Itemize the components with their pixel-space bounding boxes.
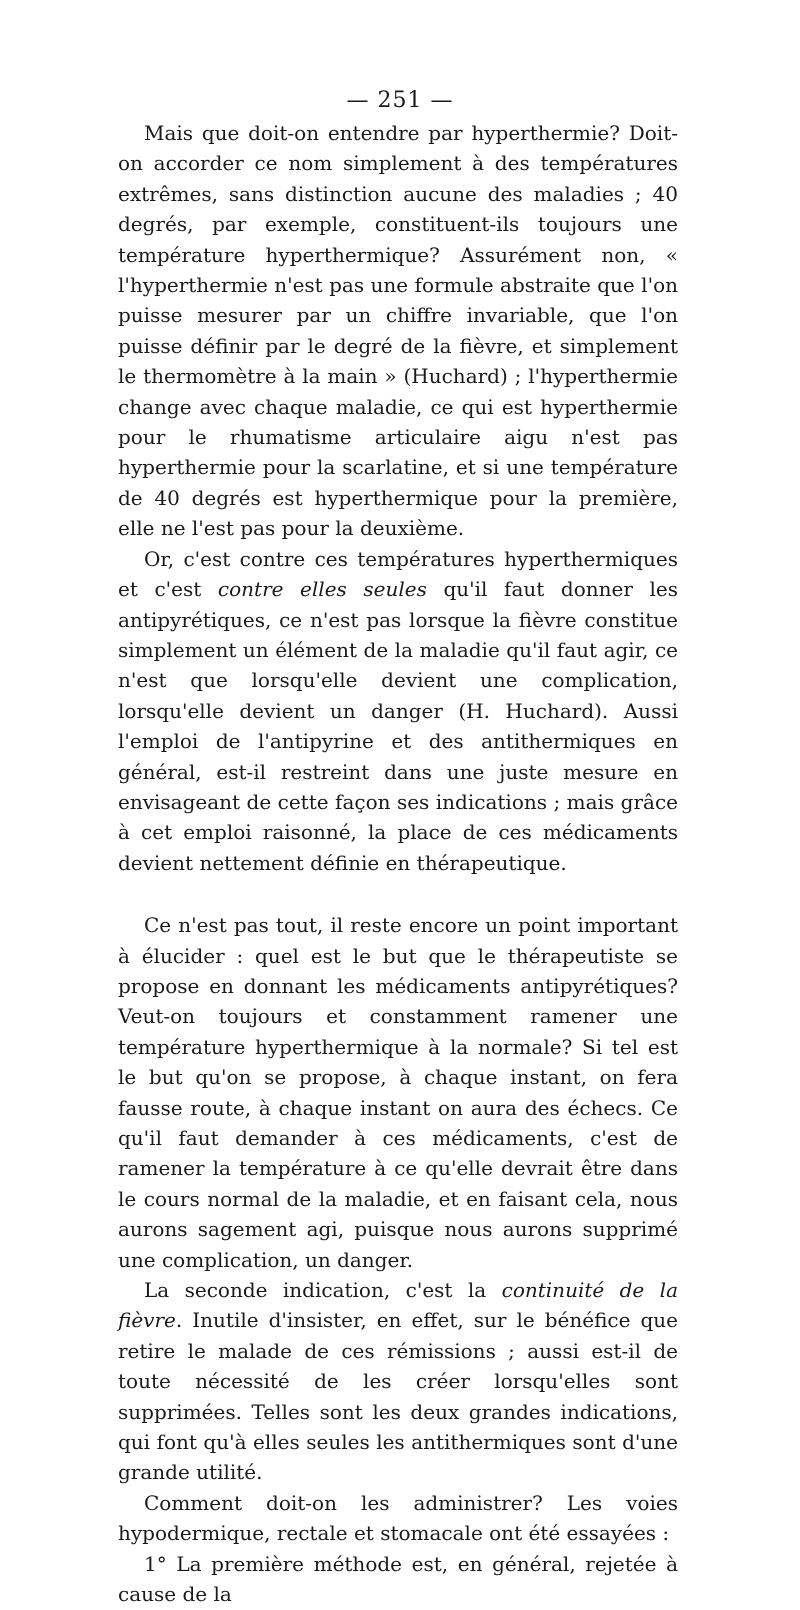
paragraph-antipyretiques-usage bbox=[118, 544, 678, 878]
paragraph-text-after: qu'il faut donner les antipyrétiques, ce n'est pas lorsque la fièvre constitue simplement un élément de la maladie qu'il faut agir, ce n'est que lorsqu'elle devient une complication, lorsqu'elle devient un danger (H. Huchard). Aussi l'emploi de l'antipyrine et des antithermiques en général, est-il restreint dans une juste mesure en envisageant de cette façon ses indications ; mais grâce à cet emploi raisonné, la place de ces médicaments devient nettement définie en thérapeutique. bbox=[118, 577, 678, 875]
paragraph-administration: Comment doit-on les administrer? Les voies hypodermique, rectale et stomacale ont été essayées : bbox=[118, 1490, 678, 1546]
page-number: — 251 — bbox=[346, 88, 454, 113]
paragraph-but-therapeutique: Ce n'est pas tout, il reste encore un point important à élucider : quel est le but que le thérapeutiste se propose en donnant les médicaments antipyrétiques? Veut-on toujours et constamment ramener une température hyperthermique à la normale? Si tel est le but qu'on se propose, à chaque instant, on fera fausse route, à chaque instant on aura des échecs. Ce qu'il faut demander à ces médicaments, c'est de ramener la température à ce qu'elle devrait être dans le cours normal de la maladie, et en faisant cela, nous aurons sagement agi, puisque nous aurons supprimé une complication, un danger. bbox=[118, 913, 678, 1272]
paragraph-seconde-indication bbox=[118, 1275, 678, 1488]
body-text bbox=[118, 118, 678, 1610]
italic-emphasis: contre elles seules bbox=[217, 577, 427, 602]
paragraph-premiere-methode: 1° La première méthode est, en général, rejetée à cause de la bbox=[118, 1551, 678, 1607]
paragraph-text-before: La seconde indication, c'est la bbox=[144, 1278, 502, 1303]
paragraph-hyperthermie-definition: Mais que doit-on entendre par hyperthermie? Doit-on accorder ce nom simplement à des températures extrêmes, sans distinction aucune des maladies ; 40 degrés, par exemple, constituent-ils toujours une température hyperthermique? Assurément non, « l'hyperthermie n'est pas une formule abstraite que l'on puisse mesurer par un chiffre invariable, que l'on puisse définir par le degré de la fièvre, et simplement le thermomètre à la main » (Huchard) ; l'hyperthermie change avec chaque maladie, ce qui est hyperthermie pour le rhumatisme articulaire aigu n'est pas hyperthermie pour la scarlatine, et si une température de 40 degrés est hyperthermique pour la première, elle ne l'est pas pour la deuxième. bbox=[118, 121, 678, 541]
italic-emphasis: continuité de la fièvre bbox=[118, 1278, 679, 1333]
paragraph-text-after: . Inutile d'insister, en effet, sur le bénéfice que retire le malade de ces rémissions ; aussi est-il de toute nécessité de les créer lorsqu'elles sont supprimées. Telles sont les deux grandes indications, qui font qu'à elles seules les antithermiques sont d'une grande utilité. bbox=[118, 1308, 678, 1485]
paragraph-text-before: Or, c'est contre ces températures hyperthermiques et c'est bbox=[118, 546, 678, 602]
